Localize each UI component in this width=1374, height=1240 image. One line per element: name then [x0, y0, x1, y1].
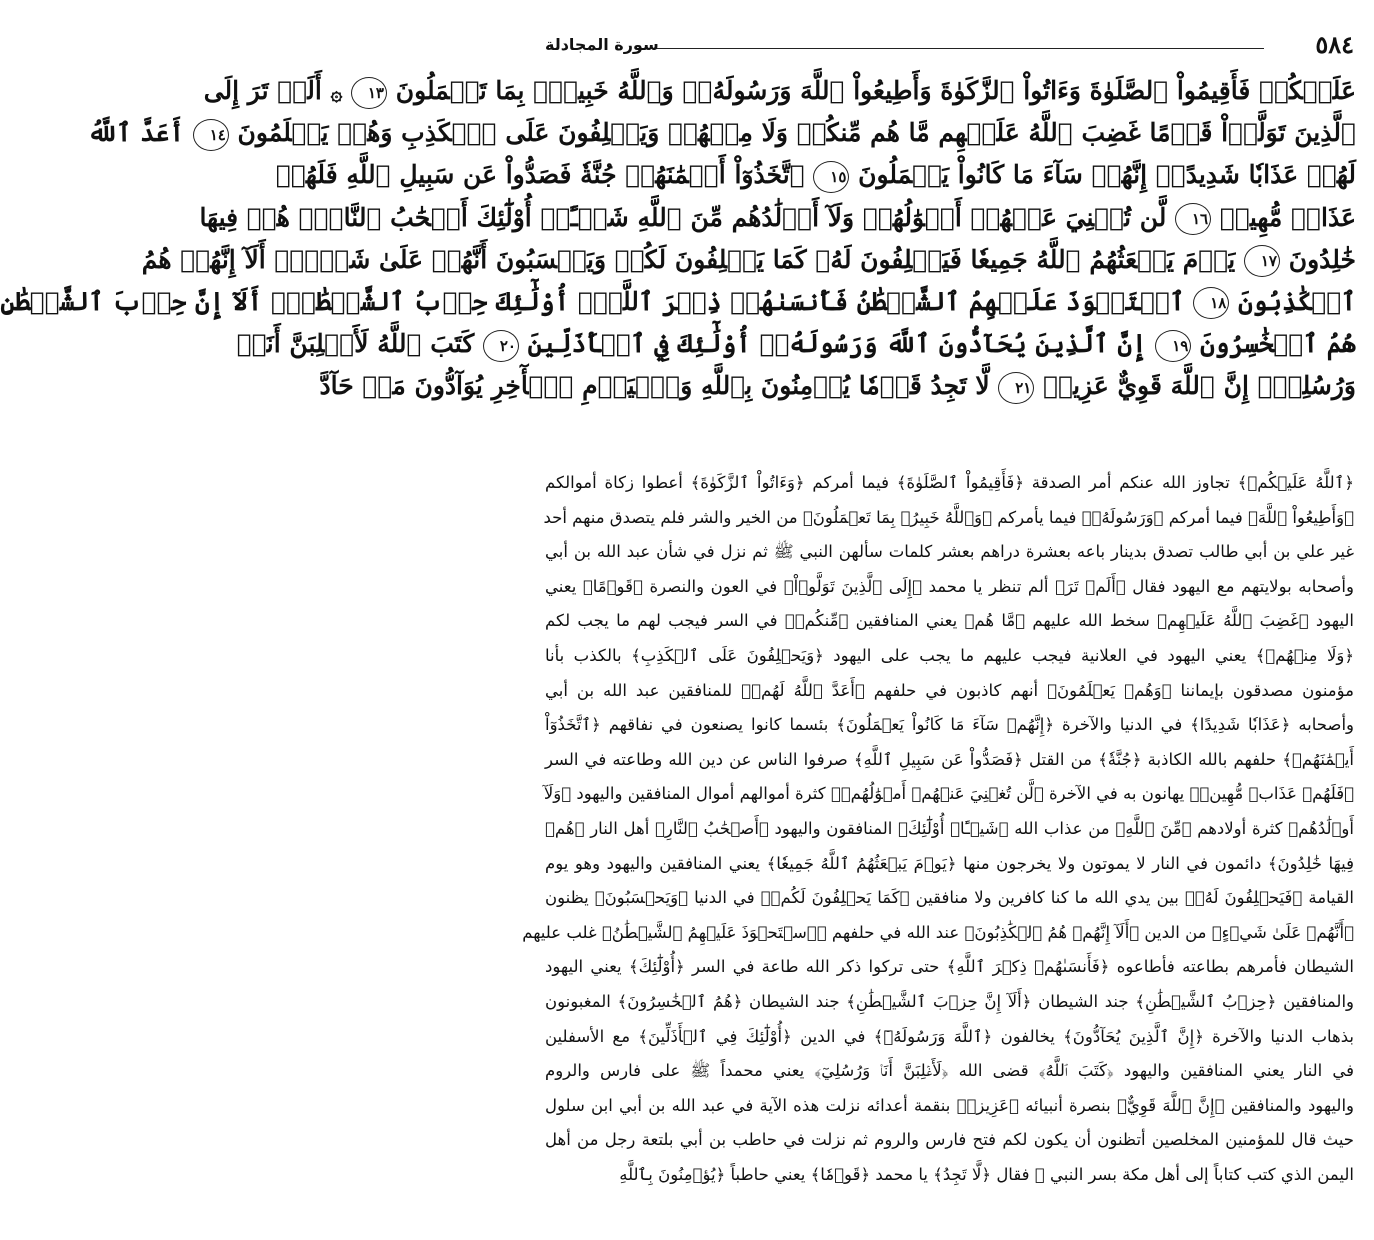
commentary-line: اليمن الذي كتب كتاباً إلى أهل مكة بسر النبي ﷺ فقال ﴿لَّا تَجِدُ﴾ يا محمد ﴿قَوۡمٗا﴾ يعني حاطباً ﴿يُؤۡمِنُونَ بِٱللَّهِ [619, 1164, 1354, 1184]
verse-number-marker: ١٣ [351, 77, 387, 109]
commentary-line: ﴿وَلَا مِنۡهُمۡ﴾ يعني اليهود في العلانية فيجب عليهم ما يجب على اليهود ﴿وَيَحۡلِفُونَ عَلَى ٱلۡكَذِبِ﴾ بالكذب بأنا [545, 645, 1354, 665]
quran-line [0, 281, 1356, 323]
commentary-line: غير علي بن أبي طالب تصدق بدينار باعه بعشرة دراهم بعشر كلمات سألهن النبي ﷺ ثم نزل في شأن عبد الله بن أبي [545, 542, 1354, 562]
quran-line [275, 154, 1356, 196]
verse-text: ٱلَّذِينَ تَوَلَّوۡاْ قَوۡمًا غَضِبَ ٱللَّهُ عَلَيۡهِم مَّا هُم مِّنكُمۡ وَلَا مِنۡهُمۡ وَيَحۡلِفُونَ عَلَى ٱلۡكَذِبِ وَهُمۡ يَعۡلَمُونَ [237, 118, 1356, 148]
commentary-line: مؤمنون مصدقون بإيماننا ﴿وَهُمۡ يَعۡلَمُونَ﴾ أنهم كاذبون في حلفهم ﴿أَعَدَّ ٱللَّهُ لَهُمۡ﴾ للمنافقين عبد الله بن أبي [545, 680, 1354, 700]
verse-text: عَذَابٞ مُّهِينٞ [1219, 202, 1356, 232]
commentary-line: اليهود ﴿غَضِبَ ٱللَّهُ عَلَيۡهِم﴾ سخط الله عليهم ﴿مَّا هُم﴾ يعني المنافقين ﴿مِّنكُمۡ﴾ في السر فيجب لهم ما يجب لكم [545, 611, 1354, 631]
quran-line [236, 323, 1356, 365]
rub-el-hizb-icon: ۞ [330, 80, 343, 105]
verse-text: هُمُ ٱلۡخَٰسِرُونَ [1200, 329, 1356, 359]
quran-line [203, 70, 1356, 112]
verse-number-marker: ٢٠ [483, 330, 519, 362]
verse-text: أَعَدَّ ٱللَّهُ [87, 118, 185, 148]
commentary-line: ﴿أَنَّهُمۡ عَلَىٰ شَيۡءٍ﴾ من الدين ﴿أَلَآ إِنَّهُمۡ هُمُ ٱلۡكَٰذِبُونَ﴾ عند الله في حلفهم ﴿ٱسۡتَحۡوَذَ عَلَيۡهِمُ ٱلشَّيۡطَٰنُ﴾ غلب عليهم [522, 922, 1354, 942]
verse-text: كَتَبَ ٱللَّهُ لَأَغۡلِبَنَّ أَنَا۠ [236, 329, 475, 359]
verse-text: لَهُمۡ عَذَابٗا شَدِيدًاۖ إِنَّهُمۡ سَآءَ مَا كَانُواْ يَعۡمَلُونَ [858, 160, 1356, 190]
surah-title: سورة المجادلة [545, 35, 659, 54]
verse-number-marker: ١٧ [1244, 245, 1280, 277]
commentary-line: وأصحابه ﴿عَذَابٗا شَدِيدًا﴾ في الدنيا والآخرة ﴿إِنَّهُمۡ سَآءَ مَا كَانُواْ يَعۡمَلُونَ﴾ بئسما كانوا يصنعون في نفاقهم ﴿ٱتَّخَذُوٓاْ [545, 715, 1354, 735]
commentary-line: أَوۡلَٰدُهُم﴾ كثرة أولادهم ﴿مِّنَ ٱللَّهِ﴾ من عذاب الله ﴿شَيۡـًٔاۚ أُوْلَٰٓئِكَ﴾ المنافقون واليهود ﴿أَصۡحَٰبُ ٱلنَّارِ﴾ أهل النار ﴿هُمۡ [545, 818, 1354, 838]
commentary-line: فِيهَا خَٰلِدُونَ﴾ دائمون في النار لا يموتون ولا يخرجون منها ﴿يَوۡمَ يَبۡعَثُهُمُ ٱللَّهُ جَمِيعٗا﴾ يعني المنافقين واليهود وهو يوم [545, 853, 1354, 873]
quran-line [141, 239, 1356, 281]
verse-number-marker: ١٩ [1155, 330, 1191, 362]
quran-text-block [0, 70, 1356, 450]
verse-number-marker: ١٨ [1193, 287, 1229, 319]
page-number: ٥٨٤ [1315, 30, 1354, 59]
commentary-line: الشيطان فأمرهم بطاعته فأطاعوه ﴿فَأَنسَىٰهُمۡ ذِكۡرَ ٱللَّهِ﴾ حتى تركوا ذكر الله طاعة في السر ﴿أُوْلَٰٓئِكَ﴾ يعني اليهود [545, 957, 1354, 977]
commentary-line: ﴿وَأَطِيعُواْ ٱللَّهَ﴾ فيما أمركم ﴿وَرَسُولَهُۥ﴾ فيما يأمركم ﴿وَٱللَّهُ خَبِيرُۢ بِمَا تَعۡمَلُونَ﴾ من الخير والشر فلم يتصدق منهم أحد [543, 507, 1354, 527]
commentary-line: في النار يعني المنافقين واليهود ﴿كَتَبَ ٱللَّهُ﴾ قضى الله ﴿لَأَغۡلِبَنَّ أَنَا۠ وَرُسُلِيٓ﴾ يعني محمداً ﷺ على فارس والروم [545, 1061, 1354, 1081]
commentary-line: ﴿فَلَهُمۡ عَذَابٞ مُّهِينٞ﴾ يهانون به في الآخرة ﴿لَّن تُغۡنِيَ عَنۡهُمۡ أَمۡوَٰلُهُمۡ﴾ كثرة أموالهم أموال المنافقين واليهود ﴿وَلَآ [543, 784, 1354, 804]
verse-number-marker: ٢١ [998, 372, 1034, 404]
commentary-line: حيث قال للمؤمنين المخلصين أتظنون أن يكون لكم فتح فارس والروم ثم نزلت في حاطب بن أبي بلتعة رجل من أهل [545, 1130, 1354, 1150]
verse-text: ٱلۡكَٰذِبُونَ [1238, 286, 1356, 316]
verse-text: ٱتَّخَذُوٓاْ أَيۡمَٰنَهُمۡ جُنَّةٗ فَصَدُّواْ عَن سَبِيلِ ٱللَّهِ فَلَهُمۡ [275, 160, 805, 190]
verse-number-marker: ١٥ [813, 161, 849, 193]
verse-text: لَّن تُغۡنِيَ عَنۡهُمۡ أَمۡوَٰلُهُمۡ وَلَآ أَوۡلَٰدُهُم مِّنَ ٱللَّهِ شَيۡـًٔاۚ أُوْلَٰٓئِكَ أَصۡحَٰبُ ٱلنَّارِۖ هُمۡ فِيهَا [199, 202, 1167, 232]
commentary-line: والمنافقين ﴿حِزۡبُ ٱلشَّيۡطَٰنِ﴾ جند الشيطان ﴿أَلَآ إِنَّ حِزۡبَ ٱلشَّيۡطَٰنِ﴾ جند الشيطان ﴿هُمُ ٱلۡخَٰسِرُونَ﴾ المغبونون [545, 991, 1354, 1011]
quran-line [319, 365, 1356, 407]
tafsir-commentary-block [522, 466, 1354, 1226]
commentary-line: أَيۡمَٰنَهُمۡ﴾ حلفهم بالله الكاذبة ﴿جُنَّةٗ﴾ من القتل ﴿فَصَدُّواْ عَن سَبِيلِ ٱللَّهِ﴾ صرفوا الناس عن دين الله وطاعته في السر [545, 749, 1354, 769]
commentary-line: واليهود والمنافقين ﴿إِنَّ ٱللَّهَ قَوِيٌّ﴾ بنصرة أنبيائه ﴿عَزِيزٞ﴾ بنقمة أعدائه نزلت هذه الآية في عبد الله بن أبي ابن سلول [545, 1095, 1354, 1115]
verse-text: أَلَمۡ تَرَ إِلَى [203, 76, 322, 105]
commentary-line: ﴿ٱللَّهُ عَلَيۡكُمۡ﴾ تجاوز الله عنكم أمر الصدقة ﴿فَأَقِيمُواْ ٱلصَّلَوٰةَ﴾ فيما أمركم ﴿وَءَاتُواْ ٱلزَّكَوٰةَ﴾ أعطوا زكاة أموالكم [545, 473, 1354, 492]
page-header [545, 30, 1354, 60]
commentary-line: بذهاب الدنيا والآخرة ﴿إِنَّ ٱلَّذِينَ يُحَآدُّونَ﴾ يخالفون ﴿ٱللَّهَ وَرَسُولَهُۥٓ﴾ في الدين ﴿أُوْلَٰٓئِكَ فِي ٱلۡأَذَلِّينَ﴾ مع الأسفلين [545, 1026, 1354, 1046]
quran-line [87, 112, 1356, 154]
verse-text: عَلَيۡكُمۡ فَأَقِيمُواْ ٱلصَّلَوٰةَ وَءَاتُواْ ٱلزَّكَوٰةَ وَأَطِيعُواْ ٱللَّهَ وَرَسُولَهُۥۚ وَٱللَّهُ خَبِيرُۢ بِمَا تَعۡمَلُونَ [395, 76, 1356, 105]
quran-line [199, 197, 1356, 239]
verse-text: إِنَّ ٱلَّذِينَ يُحَآدُّونَ ٱللَّهَ وَرَسُولَهُۥٓ أُوْلَٰٓئِكَ فِي ٱلۡأَذَلِّينَ [527, 329, 1147, 359]
verse-number-marker: ١٤ [193, 119, 229, 151]
verse-text: ٱسۡتَحۡوَذَ عَلَيۡهِمُ ٱلشَّيۡطَٰنُ فَأَنسَىٰهُمۡ ذِكۡرَ ٱللَّهِۚ أُوْلَٰٓئِكَ حِزۡبُ ٱلشَّيۡطَٰنِۚ أَلَآ إِنَّ حِزۡبَ ٱلشَّيۡطَٰنِ [0, 286, 1185, 316]
verse-text: لَّا تَجِدُ قَوۡمٗا يُؤۡمِنُونَ بِٱللَّهِ وَٱلۡيَوۡمِ ٱلۡأٓخِرِ يُوَآدُّونَ مَنۡ حَآدَّ [319, 371, 990, 401]
verse-text: خَٰلِدُونَ [1288, 244, 1356, 274]
verse-text: وَرُسُلِيٓۚ إِنَّ ٱللَّهَ قَوِيٌّ عَزِيزٞ [1043, 371, 1356, 401]
verse-text: يَوۡمَ يَبۡعَثُهُمُ ٱللَّهُ جَمِيعٗا فَيَحۡلِفُونَ لَهُۥ كَمَا يَحۡلِفُونَ لَكُمۡ وَيَحۡسَبُونَ أَنَّهُمۡ عَلَىٰ شَيۡءٍۚ أَلَآ إِنَّهُمۡ هُمُ [141, 244, 1236, 274]
commentary-line: وأصحابه بولايتهم مع اليهود فقال ﴿أَلَمۡ تَرَ﴾ ألم تنظر يا محمد ﴿إِلَى ٱلَّذِينَ تَوَلَّوۡاْ﴾ في العون والنصرة ﴿قَوۡمًا﴾ يعني [545, 576, 1354, 596]
header-divider [645, 48, 1264, 49]
commentary-line: القيامة ﴿فَيَحۡلِفُونَ لَهُۥ﴾ بين يدي الله ما كنا كافرين ولا منافقين ﴿كَمَا يَحۡلِفُونَ لَكُمۡ﴾ في الدنيا ﴿وَيَحۡسَبُونَ﴾ يظنون [545, 888, 1354, 908]
verse-number-marker: ١٦ [1175, 203, 1211, 235]
